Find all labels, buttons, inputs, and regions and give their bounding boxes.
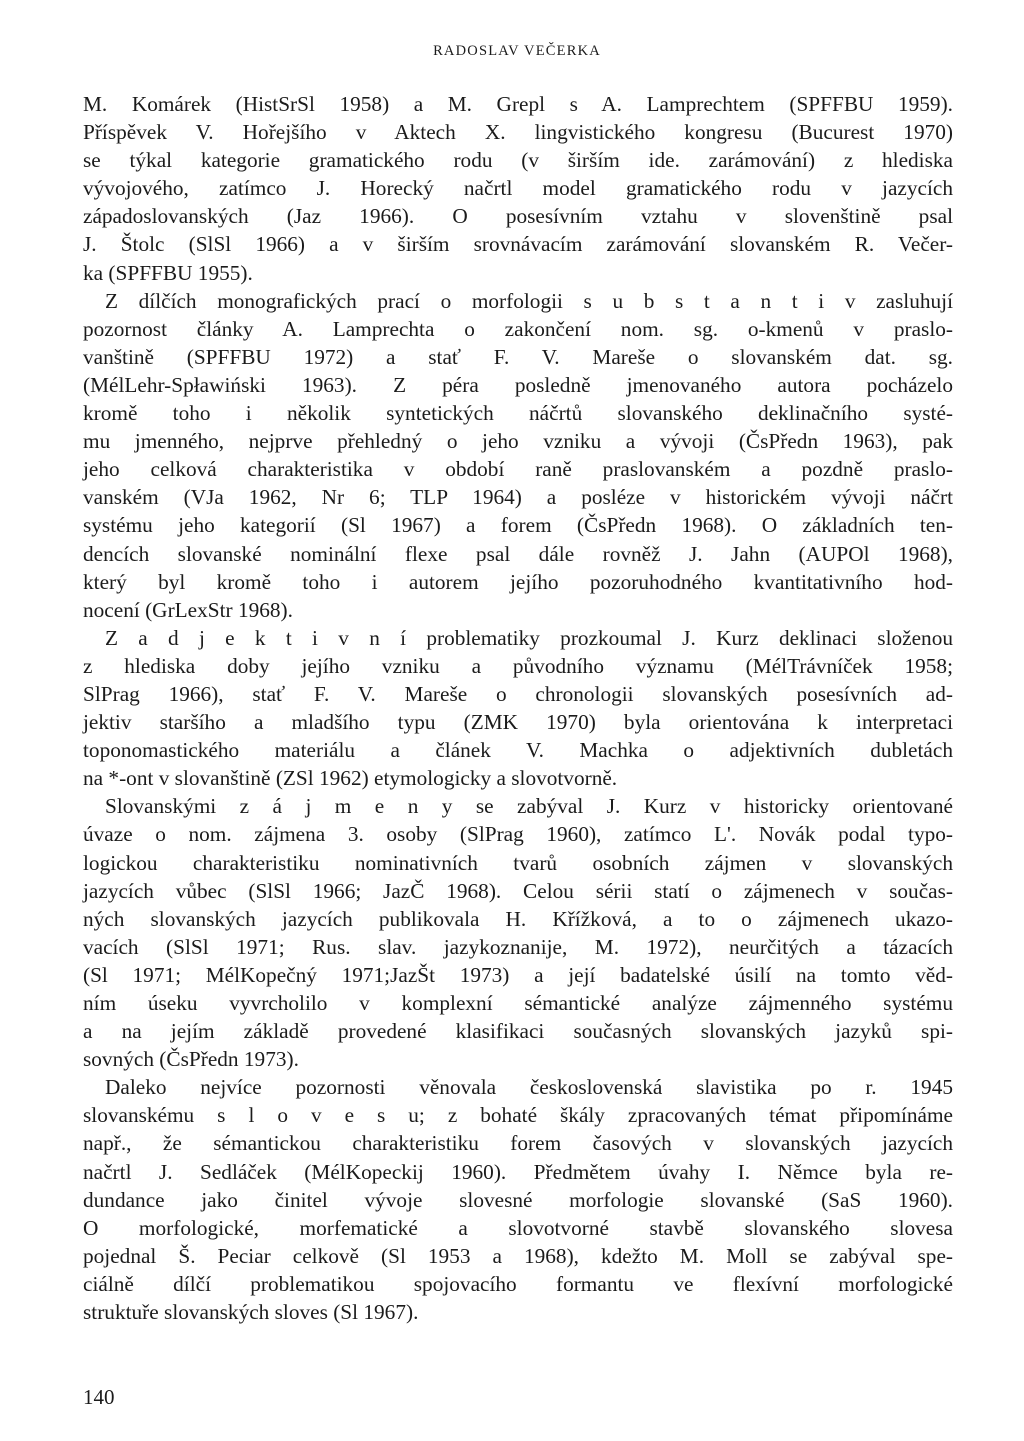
text-line: se týkal kategorie gramatického rodu (v širším ide. zarámování) z hlediska: [83, 148, 953, 173]
text-line: logickou charakteristiku nominativních tvarů osobních zájmen v slovanských: [83, 850, 953, 875]
text-line: ných slovanských jazycích publikovala H. Křížková, a to o zájmenech ukazo-: [83, 906, 953, 931]
text-line: vacích (SlSl 1971; Rus. slav. jazykoznanije, M. 1972), neurčitých a tázacích: [83, 934, 953, 959]
text-line: jazycích vůbec (SlSl 1966; JazČ 1968). Celou sérii statí o zájmenech v součas-: [83, 878, 953, 903]
text-line: nocení (GrLexStr 1968).: [83, 597, 293, 622]
text-line: pojednal Š. Peciar celkově (Sl 1953 a 1968), kdežto M. Moll se zabýval spe-: [83, 1243, 953, 1268]
text-line: načrtl J. Sedláček (MélKopeckij 1960). Předmětem úvahy I. Němce byla re-: [83, 1159, 953, 1184]
text-line: kromě toho i několik syntetických náčrtů slovanského deklinačního systé-: [83, 401, 953, 426]
text-line: toponomastického materiálu a článek V. Machka o adjektivních dubletách: [83, 738, 953, 763]
text-line: z hlediska doby jejího vzniku a původního významu (MélTrávníček 1958;: [83, 653, 953, 678]
text-line: J. Štolc (SlSl 1966) a v širším srovnávacím zarámování slovanském R. Večer-: [83, 232, 953, 257]
text-line: sovných (ČsPředn 1973).: [83, 1047, 299, 1072]
text-line: Z a d j e k t i v n í problematiky prozkoumal J. Kurz deklinaci složenou: [105, 625, 953, 650]
page-number: 140: [83, 1385, 115, 1409]
text-line: O morfologické, morfematické a slovotvorné stavbě slovanského slovesa: [83, 1215, 953, 1240]
text-line: jeho celková charakteristika v období raně praslovanském a pozdně praslo-: [83, 457, 953, 482]
text-line: vanském (VJa 1962, Nr 6; TLP 1964) a posléze v historickém vývoji náčrt: [83, 485, 953, 510]
text-line: (MélLehr-Spławiński 1963). Z péra posledně jmenovaného autora pocházelo: [83, 372, 953, 397]
text-line: Příspěvek V. Hořejšího v Aktech X. lingvistického kongresu (Bucurest 1970): [83, 120, 953, 145]
text-line: jektiv staršího a mladšího typu (ZMK 1970) byla orientována k interpretaci: [83, 710, 953, 735]
text-line: vanštině (SPFFBU 1972) a stať F. V. Mareše o slovanském dat. sg.: [83, 344, 953, 369]
body-text: [83, 90, 953, 1326]
running-head: RADOSLAV VEČERKA: [433, 43, 601, 59]
text-line: pozornost články A. Lamprechta o zakončení nom. sg. o-kmenů v praslo-: [83, 316, 953, 341]
text-line: ním úseku vyvrcholilo v komplexní sémantické analýze zájmenného systému: [83, 991, 953, 1015]
text-line: slovanskému s l o v e s u; z bohaté škály zpracovaných témat připomínáme: [83, 1103, 953, 1128]
text-line: např., že sémantickou charakteristiku forem časových v slovanských jazycích: [83, 1131, 953, 1156]
text-line: ciálně dílčí problematikou spojovacího formantu ve flexívní morfologické: [83, 1271, 953, 1296]
text-line: na *-ont v slovanštině (ZSl 1962) etymologicky a slovotvorně.: [83, 766, 618, 791]
text-line: (Sl 1971; MélKopečný 1971;JazŠt 1973) a její badatelské úsilí na tomto věd-: [83, 962, 953, 987]
text-line: západoslovanských (Jaz 1966). O posesívním vztahu v slovenštině psal: [83, 204, 953, 229]
text-line: dundance jako činitel vývoje slovesné morfologie slovanské (SaS 1960).: [83, 1187, 953, 1212]
text-line: a na jejím základě provedené klasifikaci současných slovanských jazyků spi-: [83, 1019, 953, 1044]
text-line: ka (SPFFBU 1955).: [83, 260, 253, 285]
text-line: struktuře slovanských sloves (Sl 1967).: [83, 1300, 419, 1325]
text-line: vývojového, zatímco J. Horecký načrtl model gramatického rodu v jazycích: [83, 176, 953, 201]
text-line: systému jeho kategorií (Sl 1967) a forem (ČsPředn 1968). O základních ten-: [83, 513, 953, 538]
text-line: úvaze o nom. zájmena 3. osoby (SlPrag 1960), zatímco L'. Novák podal typo-: [83, 822, 953, 847]
text-line: dencích slovanské nominální flexe psal dále rovněž J. Jahn (AUPOl 1968),: [83, 541, 953, 566]
text-line: Slovanskými z á j m e n y se zabýval J. Kurz v historicky orientované: [105, 794, 953, 819]
text-line: který byl kromě toho i autorem jejího pozoruhodného kvantitativního hod-: [83, 569, 953, 594]
text-line: M. Komárek (HistSrSl 1958) a M. Grepl s A. Lamprechtem (SPFFBU 1959).: [83, 92, 953, 116]
text-line: Daleko nejvíce pozornosti věnovala československá slavistika po r. 1945: [105, 1075, 953, 1100]
text-line: mu jmenného, nejprve přehledný o jeho vzniku a vývoji (ČsPředn 1963), pak: [83, 429, 953, 454]
text-line: Z dílčích monografických prací o morfologii s u b s t a n t i v zasluhují: [105, 288, 953, 313]
text-line: SlPrag 1966), stať F. V. Mareše o chronologii slovanských posesívních ad-: [83, 681, 953, 706]
